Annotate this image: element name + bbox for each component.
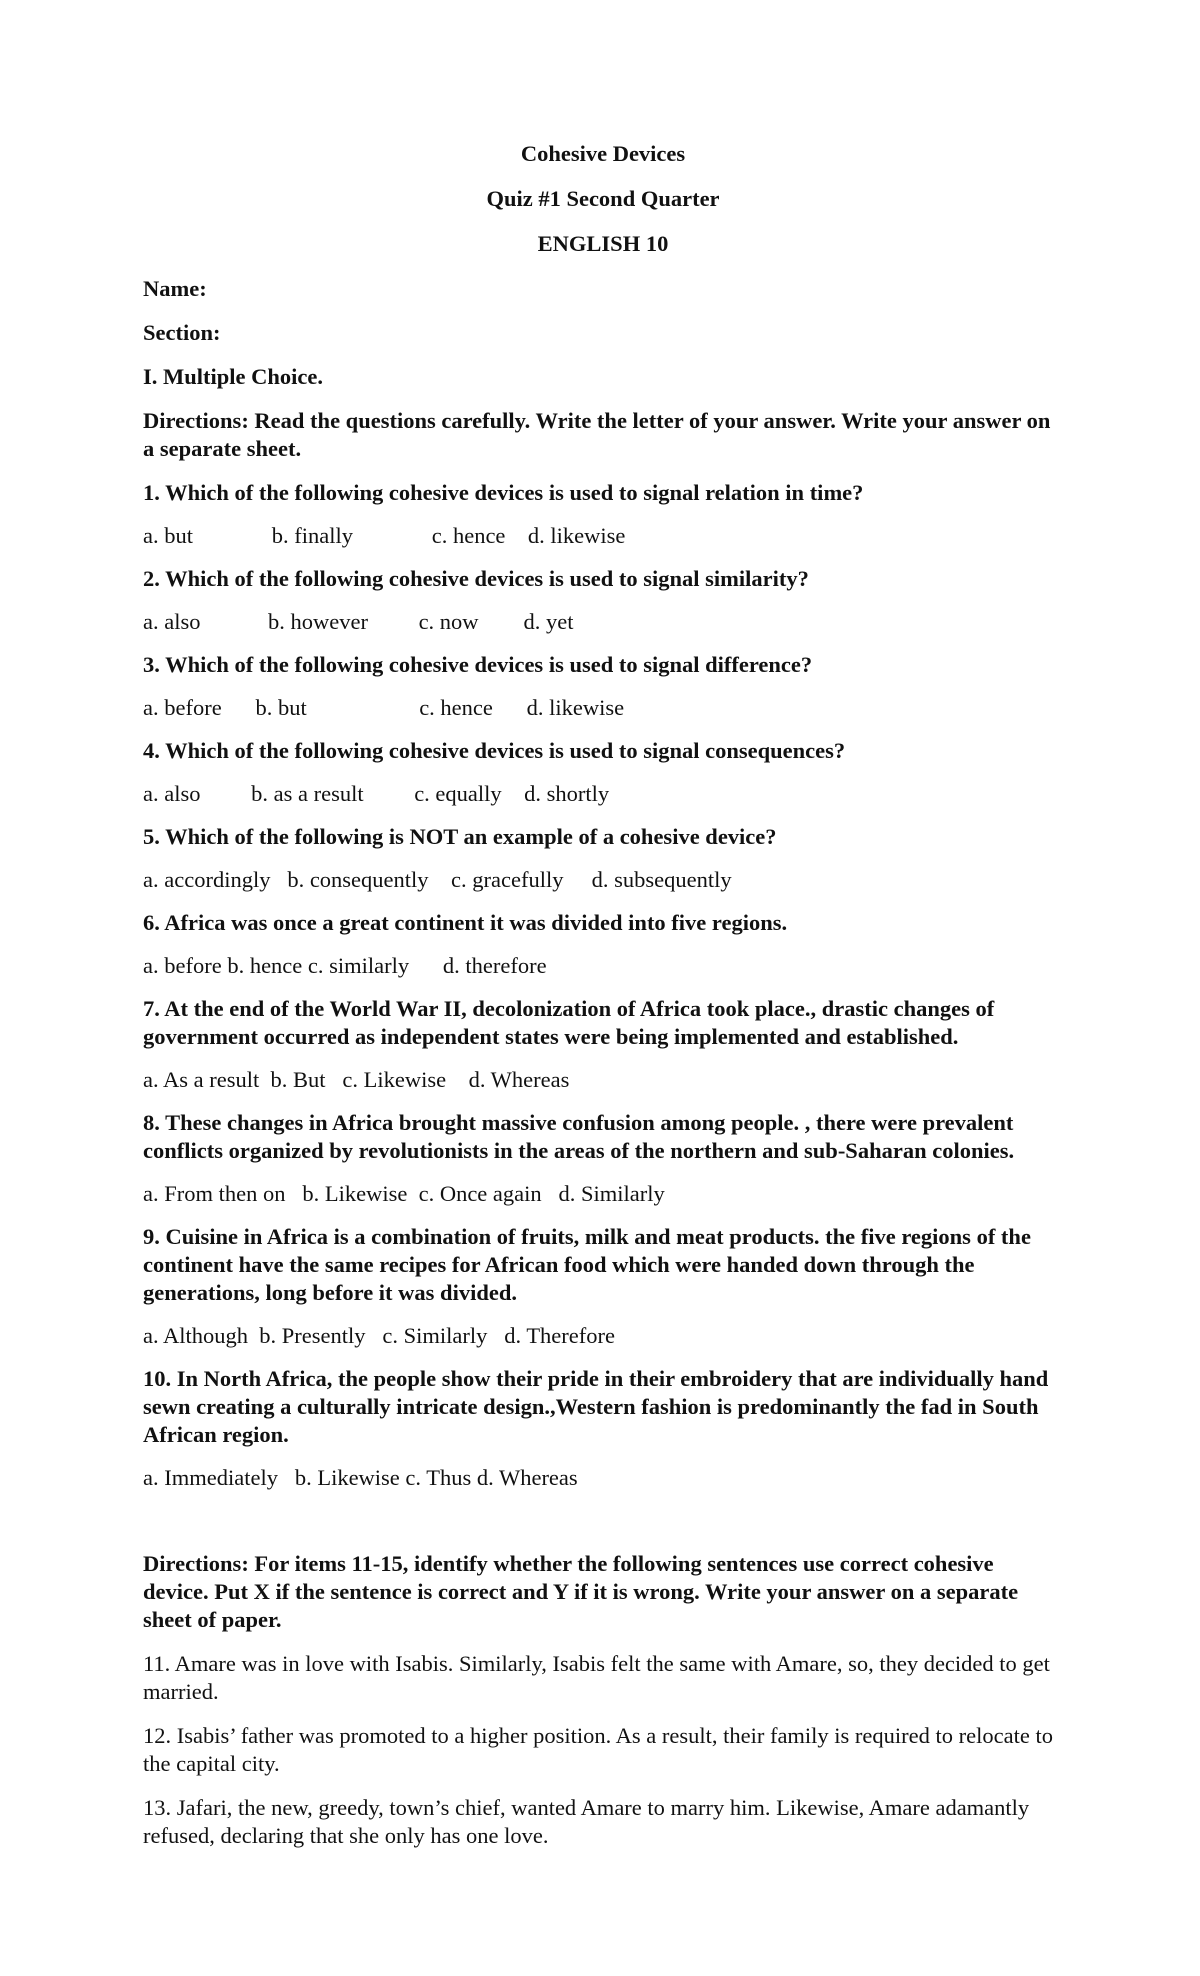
- question-8: 8. These changes in Africa brought massive confusion among people. , there were prevalent conflicts organized by revolutionists in the areas of the northern and sub-Saharan colonies.: [143, 1110, 1015, 1163]
- question-9: 9. Cuisine in Africa is a combination of fruits, milk and meat products. the five regions of the continent have the same recipes for African food which were handed down through the generations, long before it was divided.: [143, 1224, 1031, 1305]
- name-label: Name:: [143, 276, 207, 301]
- question-8-options: a. From then on b. Likewise c. Once again d. Similarly: [143, 1181, 665, 1206]
- question-2: 2. Which of the following cohesive devices is used to signal similarity?: [143, 566, 809, 591]
- quiz-content: [143, 140, 1063, 1866]
- question-9-options: a. Although b. Presently c. Similarly d. Therefore: [143, 1323, 615, 1348]
- document-subtitle: Quiz #1 Second Quarter: [486, 186, 720, 211]
- item-12: 12. Isabis’ father was promoted to a higher position. As a result, their family is required to relocate to the capital city.: [143, 1723, 1053, 1776]
- part1-directions: Directions: Read the questions carefully. Write the letter of your answer. Write your answer on a separate sheet.: [143, 408, 1051, 461]
- question-6: 6. Africa was once a great continent it was divided into five regions.: [143, 910, 788, 935]
- document-title: Cohesive Devices: [520, 141, 686, 166]
- question-2-options: a. also b. however c. now d. yet: [143, 609, 574, 634]
- part2-directions: Directions: For items 11-15, identify whether the following sentences use correct cohesive device. Put X if the sentence is correct and Y if it is wrong. Write your answer on a separate sheet of paper.: [143, 1551, 1019, 1632]
- course-title: ENGLISH 10: [537, 231, 669, 256]
- question-7: 7. At the end of the World War II, decolonization of Africa took place., drastic changes of government occurred as independent states were being implemented and established.: [143, 996, 995, 1049]
- question-7-options: a. As a result b. But c. Likewise d. Whereas: [143, 1067, 570, 1092]
- question-1: 1. Which of the following cohesive devices is used to signal relation in time?: [143, 480, 864, 505]
- question-1-options: a. but b. finally c. hence d. likewise: [143, 523, 626, 548]
- part1-heading: I. Multiple Choice.: [143, 364, 323, 389]
- question-3: 3. Which of the following cohesive devices is used to signal difference?: [143, 652, 813, 677]
- item-13: 13. Jafari, the new, greedy, town’s chief, wanted Amare to marry him. Likewise, Amare adamantly refused, declaring that she only has one love.: [143, 1795, 1030, 1848]
- question-10: 10. In North Africa, the people show their pride in their embroidery that are individually hand sewn creating a culturally intricate design.,Western fashion is predominantly the fad in South African region.: [143, 1366, 1049, 1447]
- item-11: 11. Amare was in love with Isabis. Similarly, Isabis felt the same with Amare, so, they decided to get married.: [143, 1651, 1050, 1704]
- question-3-options: a. before b. but c. hence d. likewise: [143, 695, 625, 720]
- section-spacer: [143, 1507, 1063, 1550]
- question-4-options: a. also b. as a result c. equally d. shortly: [143, 781, 610, 806]
- question-5-options: a. accordingly b. consequently c. gracefully d. subsequently: [143, 867, 732, 892]
- question-10-options: a. Immediately b. Likewise c. Thus d. Whereas: [143, 1465, 578, 1490]
- question-4: 4. Which of the following cohesive devices is used to signal consequences?: [143, 738, 846, 763]
- question-6-options: a. before b. hence c. similarly d. therefore: [143, 953, 547, 978]
- question-5: 5. Which of the following is NOT an example of a cohesive device?: [143, 824, 777, 849]
- section-label: Section:: [143, 320, 221, 345]
